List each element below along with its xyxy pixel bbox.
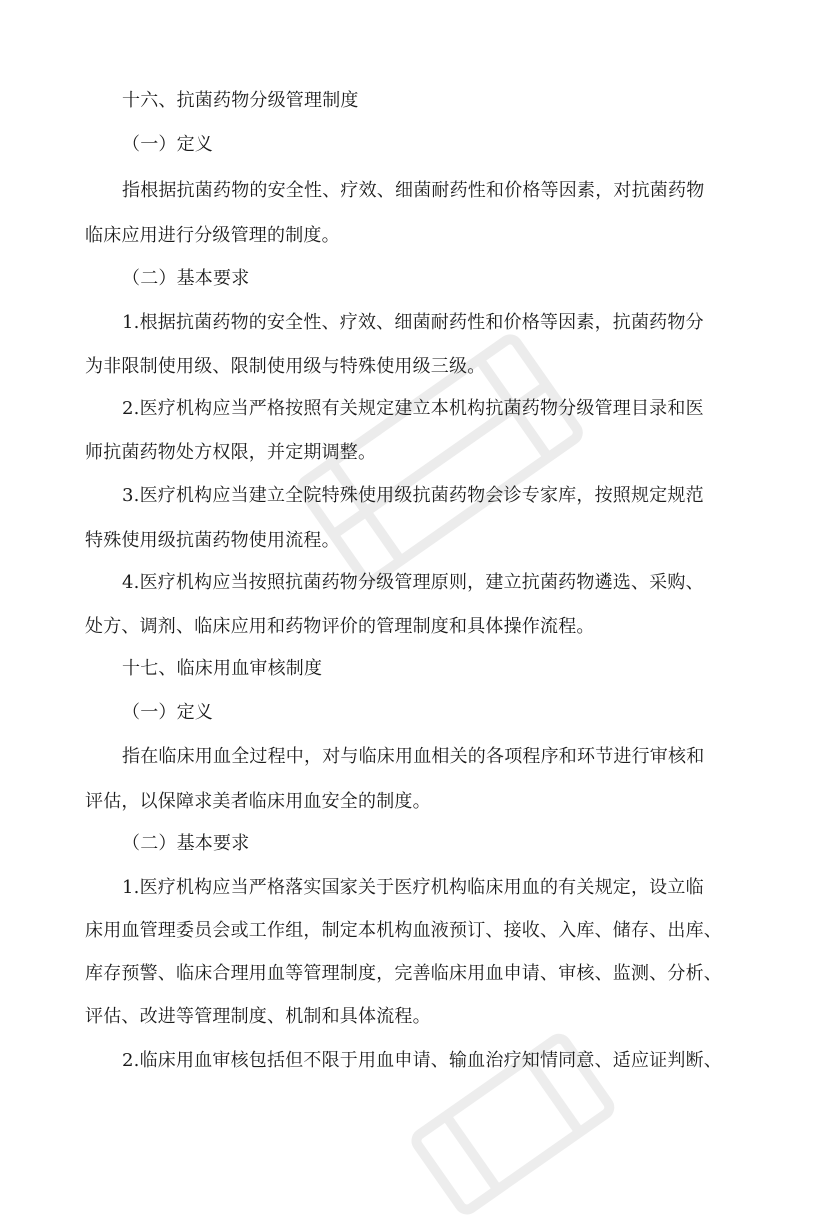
section-16-requirements-heading: （二）基本要求 xyxy=(122,268,250,289)
section-17-definition-line-1: 指在临床用血全过程中，对与临床用血相关的各项程序和环节进行审核和 xyxy=(122,746,705,767)
section-17-requirements-heading: （二）基本要求 xyxy=(122,833,250,854)
section-16-item-4-line-2: 处方、调剂、临床应用和药物评价的管理制度和具体操作流程。 xyxy=(85,616,595,637)
section-17-title: 十七、临床用血审核制度 xyxy=(122,658,323,679)
section-16-definition-heading: （一）定义 xyxy=(122,134,213,155)
section-16-item-2-line-1: 2.医疗机构应当严格按照有关规定建立本机构抗菌药物分级管理目录和医 xyxy=(122,398,704,419)
section-17-definition-heading: （一）定义 xyxy=(122,702,213,723)
section-17-item-2-line-1: 2.临床用血审核包括但不限于用血申请、输血治疗知情同意、适应证判断、 xyxy=(122,1050,722,1071)
section-16-item-1-line-2: 为非限制使用级、限制使用级与特殊使用级三级。 xyxy=(85,356,486,377)
section-17-item-1-line-2: 床用血管理委员会或工作组，制定本机构血液预订、接收、入库、储存、出库、 xyxy=(85,920,722,941)
section-16-item-2-line-2: 师抗菌药物处方权限，并定期调整。 xyxy=(85,442,377,463)
section-16-definition-line-1: 指根据抗菌药物的安全性、疗效、细菌耐药性和价格等因素，对抗菌药物 xyxy=(122,180,705,201)
section-16-title: 十六、抗菌药物分级管理制度 xyxy=(122,90,359,111)
section-17-definition-line-2: 评估，以保障求美者临床用血安全的制度。 xyxy=(85,791,431,812)
section-16-item-1-line-1: 1.根据抗菌药物的安全性、疗效、细菌耐药性和价格等因素，抗菌药物分 xyxy=(122,312,704,333)
section-16-definition-line-2: 临床应用进行分级管理的制度。 xyxy=(85,225,340,246)
section-16-item-3-line-1: 3.医疗机构应当建立全院特殊使用级抗菌药物会诊专家库，按照规定规范 xyxy=(122,485,704,506)
section-16-item-4-line-1: 4.医疗机构应当按照抗菌药物分级管理原则，建立抗菌药物遴选、采购、 xyxy=(122,572,704,593)
section-17-item-1-line-4: 评估、改进等管理制度、机制和具体流程。 xyxy=(85,1006,431,1027)
section-17-item-1-line-3: 库存预警、临床合理用血等管理制度，完善临床用血申请、审核、监测、分析、 xyxy=(85,963,722,984)
section-16-item-3-line-2: 特殊使用级抗菌药物使用流程。 xyxy=(85,530,340,551)
section-17-item-1-line-1: 1.医疗机构应当严格落实国家关于医疗机构临床用血的有关规定，设立临 xyxy=(122,877,704,898)
